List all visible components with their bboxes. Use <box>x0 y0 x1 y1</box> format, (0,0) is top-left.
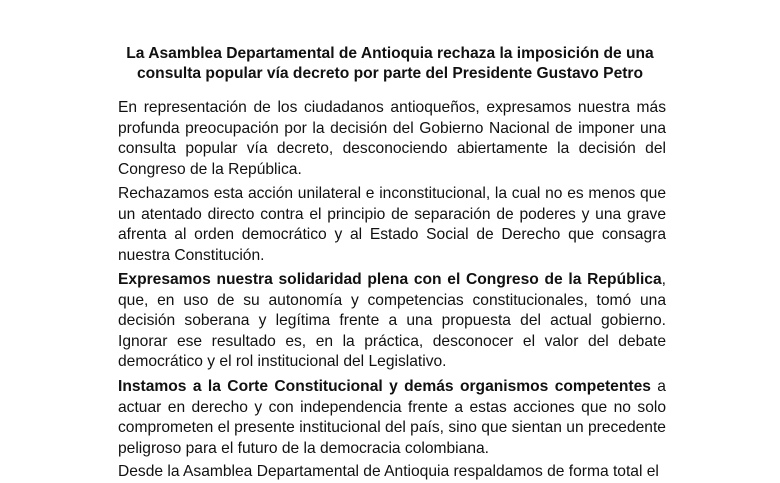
paragraph-1 <box>118 98 666 180</box>
paragraph-3-text: , que, en uso de su autonomía y competencias constitucionales, tomó una decisión soberana y legítima frente a una propuesta del actual gobierno. Ignorar ese resultado es, en la práctica, desconocer el valor del debate democrático y el rol institucional del Legislativo. <box>118 271 666 370</box>
paragraph-1-text: En representación de los ciudadanos antioqueños, expresamos nuestra más profunda preocupación por la decisión del Gobierno Nacional de imponer una consulta popular vía decreto, desconociendo abiertamente la decisión del Congreso de la República. <box>118 99 666 178</box>
paragraph-4-lead: Instamos a la Corte Constitucional y demás organismos competentes <box>118 378 651 395</box>
paragraph-5-text: Desde la Asamblea Departamental de Antioquia respaldamos de forma total el <box>118 463 659 480</box>
paragraph-3-lead: Expresamos nuestra solidaridad plena con el Congreso de la República <box>118 271 662 288</box>
paragraph-2-text: Rechazamos esta acción unilateral e inconstitucional, la cual no es menos que un atentado directo contra el principio de separación de poderes y una grave afrenta al orden democrático y al Estado Social de Derecho que consagra nuestra Constitución. <box>118 185 666 264</box>
paragraph-5 <box>118 462 666 483</box>
paragraph-4 <box>118 377 666 459</box>
paragraph-3 <box>118 270 666 373</box>
paragraph-4-text: a actuar en derecho y con independencia frente a estas acciones que no solo comprometen el presente institucional del país, sino que sientan un precedente peligroso para el futuro de la democracia colombiana. <box>118 378 666 457</box>
document-title: La Asamblea Departamental de Antioquia rechaza la imposición de una consulta popular vía decreto por parte del Presidente Gustavo Petro <box>126 45 654 82</box>
paragraph-2 <box>118 184 666 266</box>
